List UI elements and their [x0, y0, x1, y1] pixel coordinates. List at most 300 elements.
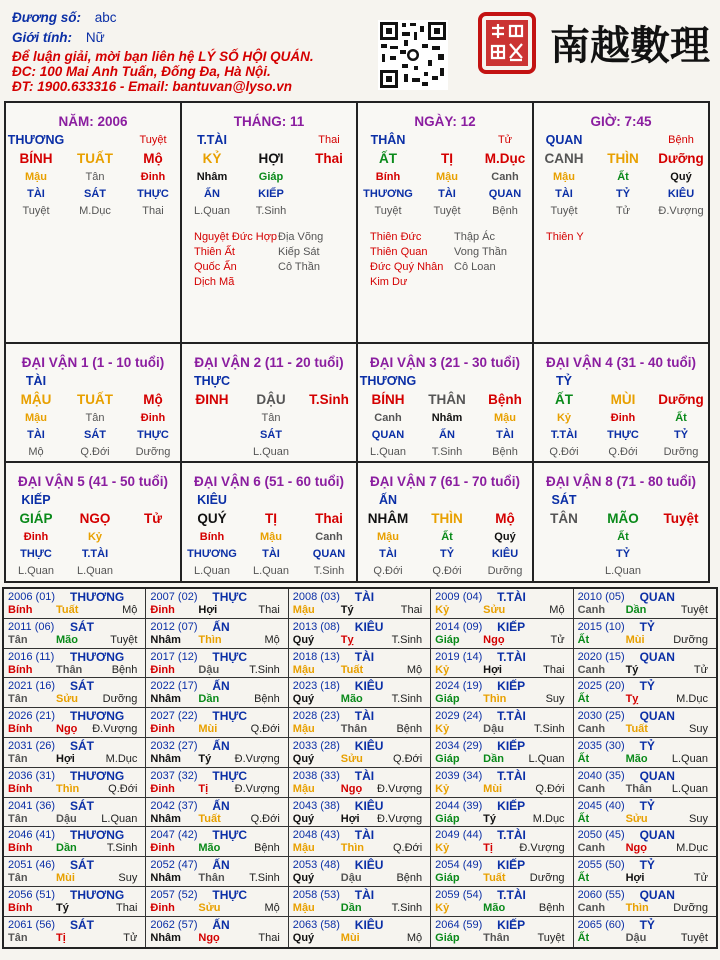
annual-phase: M.Dục [676, 842, 708, 855]
chart-box[interactable] [532, 342, 710, 463]
box-cell: TỶ [615, 548, 631, 560]
annual-branch: Sửu [483, 604, 506, 616]
box-cell: T.Sinh [431, 446, 463, 458]
annual-year: 2049 (44) [435, 829, 483, 842]
annual-year: 2064 (59) [435, 918, 483, 931]
annual-phase: L.Quan [671, 782, 708, 795]
annual-branch: Thân [198, 872, 225, 885]
annual-stem: Đinh [150, 663, 175, 676]
annual-stem: Giáp [435, 812, 460, 825]
box-cell: Kỷ [556, 412, 572, 424]
annual-phase: Tử [550, 633, 565, 646]
box-cell: TUẤT [77, 151, 113, 166]
box-cell: Tuyệt [550, 205, 578, 217]
box-title: NĂM: 2006 [58, 114, 128, 129]
chart-box[interactable] [180, 461, 358, 583]
annual-cell[interactable] [4, 798, 146, 828]
annual-cell[interactable] [289, 619, 431, 649]
annual-cell[interactable] [574, 649, 716, 679]
annual-god: TỶ [639, 679, 655, 694]
annual-cell[interactable] [431, 619, 573, 649]
annual-year: 2056 (51) [8, 888, 56, 901]
box-cell: Đinh [140, 171, 166, 183]
box-cell [594, 492, 652, 509]
annual-cell[interactable] [146, 649, 288, 679]
annual-branch: Tị [56, 931, 66, 944]
annual-cell[interactable] [574, 768, 716, 798]
star-item: Thiên Quan [370, 246, 428, 258]
box-cell: Thai [315, 511, 343, 526]
contact-line-2: ĐC: 100 Mai Anh Tuấn, Đống Đa, Hà Nội. [12, 64, 271, 79]
box-cell: THÂN [428, 392, 466, 407]
annual-cell[interactable] [146, 917, 288, 947]
qr-code-icon[interactable] [378, 20, 448, 90]
annual-year: 2037 (32) [150, 769, 198, 782]
box-cell: Q.Đới [432, 565, 462, 577]
annual-year: 2026 (21) [8, 710, 56, 723]
annual-branch: Ngọ [483, 633, 505, 646]
box-cell: M.Dục [79, 205, 111, 217]
annual-cell[interactable] [431, 589, 573, 619]
annual-cell[interactable] [146, 827, 288, 857]
annual-cell[interactable] [146, 678, 288, 708]
box-cell: Bính [199, 531, 225, 543]
annual-cell[interactable] [4, 708, 146, 738]
annual-cell[interactable] [574, 708, 716, 738]
annual-god: KIÊU [354, 679, 384, 694]
annual-cell[interactable] [574, 827, 716, 857]
box-cells [358, 373, 532, 461]
annual-stem: Quý [292, 752, 315, 765]
box-cell: Mậu [260, 531, 282, 543]
annual-branch: Dậu [483, 723, 504, 736]
box-cell: Đinh [610, 412, 636, 424]
annual-god: ẤN [212, 619, 230, 634]
annual-cell[interactable] [289, 857, 431, 887]
chart-box[interactable] [356, 101, 534, 344]
annual-cell[interactable] [574, 619, 716, 649]
annual-branch: Tuất [483, 872, 506, 885]
box-cell: TÀI [25, 374, 47, 388]
annual-cell[interactable] [431, 917, 573, 947]
box-cell: THỰC [193, 374, 231, 388]
annual-god: THƯƠNG [70, 709, 125, 724]
name-label: Đương số: [12, 10, 81, 25]
annual-god: KIÊU [354, 798, 384, 813]
box-cell: ẤT [555, 392, 573, 407]
annual-phase: T.Sinh [106, 842, 138, 855]
annual-branch: Hợi [625, 872, 645, 885]
annual-cell[interactable] [4, 857, 146, 887]
annual-god: QUAN [639, 590, 675, 604]
annual-branch: Mão [483, 901, 506, 914]
box-cells [6, 373, 180, 461]
box-cell: ẤN [439, 429, 455, 441]
box-cell [594, 373, 652, 390]
box-cell [652, 529, 710, 546]
star-item: Thiên Ất [194, 246, 235, 258]
annual-stem: Bính [8, 723, 33, 736]
annual-phase: Thai [543, 663, 565, 676]
annual-cell[interactable] [4, 738, 146, 768]
annual-year: 2006 (01) [8, 591, 56, 603]
box-cell [300, 186, 358, 203]
box-cell [534, 529, 594, 546]
annual-cell[interactable] [431, 678, 573, 708]
box-cell: TÀI [379, 548, 397, 560]
box-cell: Tuyệt [374, 205, 402, 217]
star-item: Nguyệt Đức Hợp [194, 231, 278, 243]
annual-cell[interactable] [574, 798, 716, 828]
annual-year: 2048 (43) [292, 829, 340, 842]
annual-row [4, 768, 716, 798]
annual-phase: Thai [258, 931, 280, 944]
box-cell [124, 529, 182, 546]
annual-god: KIẾP [497, 917, 526, 932]
box-cell: Mậu [25, 412, 47, 424]
chart-box[interactable] [4, 461, 182, 583]
annual-stem: Bính [8, 842, 33, 855]
annual-cell[interactable] [4, 678, 146, 708]
annual-year: 2054 (49) [435, 859, 483, 872]
box-cell: TÀI [262, 548, 280, 560]
annual-stem: Kỷ [435, 663, 450, 676]
annual-cell[interactable] [4, 887, 146, 917]
annual-branch: Thìn [340, 842, 364, 855]
annual-phase: T.Sinh [391, 901, 423, 914]
box-cell: THỰC [607, 429, 639, 441]
box-cell: Quý [494, 531, 516, 543]
annual-stem: Tân [8, 693, 28, 706]
annual-god: TỶ [639, 858, 655, 873]
box-cell: Thai [315, 151, 343, 166]
annual-cell[interactable] [289, 887, 431, 917]
annual-cell[interactable] [289, 768, 431, 798]
annual-cell[interactable] [431, 798, 573, 828]
annual-stem: Canh [577, 901, 606, 914]
annual-branch: Hợi [198, 604, 218, 616]
box-cell: CANH [544, 151, 584, 166]
annual-cell[interactable] [289, 589, 431, 619]
annual-cell[interactable] [431, 649, 573, 679]
annual-branch: Sửu [625, 812, 648, 825]
box-cell: Bệnh [488, 392, 522, 407]
box-cells [6, 132, 180, 220]
box-cell: Đ.Vượng [658, 205, 704, 217]
box-cell [124, 546, 182, 563]
annual-cell[interactable] [4, 649, 146, 679]
box-cell [476, 373, 534, 390]
chart-box[interactable] [180, 101, 358, 344]
annual-stem: Kỷ [435, 842, 450, 855]
box-cell: THÌN [607, 151, 639, 166]
annual-god: THỰC [212, 649, 248, 664]
annual-branch: Dậu [625, 931, 647, 944]
annual-phase: Mộ [406, 663, 423, 676]
annual-god: SÁT [70, 858, 94, 873]
annual-branch: Thìn [625, 901, 649, 914]
box-cell [418, 132, 476, 149]
annual-cell[interactable] [4, 619, 146, 649]
annual-cell[interactable] [431, 887, 573, 917]
annual-year: 2046 (41) [8, 829, 56, 842]
star-item: Vong Thần [454, 246, 508, 258]
annual-phase: Q.Đới [250, 723, 280, 736]
annual-stem: Mậu [292, 604, 315, 616]
star-item [630, 230, 714, 245]
annual-row [4, 887, 716, 917]
box-cell: NGỌ [79, 511, 111, 526]
annual-year: 2050 (45) [577, 829, 625, 842]
annual-stem: Mậu [292, 723, 315, 736]
box-cell: Tuyệt [663, 511, 699, 526]
annual-stem: Kỷ [435, 723, 450, 736]
box-cell: TÂN [550, 511, 578, 526]
annual-god: ẤN [212, 738, 230, 753]
annual-branch: Mùi [625, 633, 645, 646]
box-cell: Tân [85, 412, 105, 424]
annual-cell[interactable] [289, 798, 431, 828]
box-cell [300, 410, 358, 427]
annual-phase: Q.Đới [392, 842, 423, 855]
annual-cell[interactable] [431, 857, 573, 887]
chart-box[interactable] [4, 342, 182, 463]
annual-cell[interactable] [431, 827, 573, 857]
annual-cell[interactable] [146, 738, 288, 768]
annual-stem: Mậu [292, 901, 315, 914]
box-cell: HỢI [258, 151, 284, 166]
box-cell: Bệnh [492, 446, 518, 458]
annual-god: KIẾP [497, 798, 526, 813]
box-cell [66, 373, 124, 390]
annual-cell[interactable] [289, 738, 431, 768]
annual-stem: Tân [8, 872, 28, 885]
annual-branch: Sửu [198, 901, 221, 914]
annual-cell[interactable] [4, 589, 146, 619]
annual-stem: Giáp [435, 931, 460, 944]
annual-stem: Kỷ [435, 782, 450, 795]
box-cell [182, 410, 242, 427]
box-cell [300, 373, 358, 390]
annual-year: 2058 (53) [292, 888, 340, 901]
annual-cell[interactable] [574, 887, 716, 917]
box-cell: Bệnh [492, 205, 518, 217]
annual-cell[interactable] [574, 678, 716, 708]
annual-phase: Tuyệt [537, 931, 565, 944]
annual-stem: Tân [8, 752, 28, 765]
annual-cell[interactable] [289, 827, 431, 857]
box-cell: KIẾP [258, 188, 284, 200]
contact-line-3[interactable]: ĐT: 1900.633316 - Email: bantuvan@lyso.vn [12, 79, 293, 94]
star-item: Địa Võng [278, 231, 324, 243]
annual-cell[interactable] [574, 917, 716, 947]
box-cell: TỊ [265, 511, 277, 526]
box-cell: Dưỡng [658, 151, 704, 166]
annual-stem: Đinh [150, 782, 175, 795]
annual-cell[interactable] [289, 649, 431, 679]
box-cell: KIÊU [667, 188, 695, 200]
annual-cell[interactable] [146, 798, 288, 828]
annual-phase: Mộ [264, 633, 280, 646]
box-cell: THÌN [431, 511, 463, 526]
box-cell: THƯƠNG [359, 374, 417, 388]
annual-god: THỰC [212, 887, 248, 902]
annual-phase: T.Sinh [249, 872, 280, 885]
annual-god: KIẾP [497, 679, 526, 694]
star-item: Kim Dư [370, 276, 408, 288]
annual-god: TỶ [639, 619, 655, 634]
annual-year: 2012 (07) [150, 620, 198, 633]
annual-god: T.TÀI [497, 887, 526, 902]
box-cell: Mộ [28, 446, 44, 458]
annual-year: 2027 (22) [150, 710, 198, 723]
annual-cell[interactable] [431, 708, 573, 738]
annual-stem: Nhâm [150, 931, 181, 944]
annual-cell[interactable] [4, 768, 146, 798]
chart-box[interactable] [4, 101, 182, 344]
box-cell: L.Quan [76, 565, 114, 577]
box-cell: SÁT [84, 429, 106, 441]
annual-phase: T.Sinh [391, 633, 423, 646]
annual-cell[interactable] [574, 857, 716, 887]
annual-cell[interactable] [431, 768, 573, 798]
box-cell: Dưỡng [658, 392, 704, 407]
annual-phase: Suy [118, 872, 138, 885]
annual-cell[interactable] [289, 678, 431, 708]
box-cell [66, 132, 124, 149]
annual-branch: Dậu [340, 872, 362, 885]
box-cell: L.Quan [193, 205, 231, 217]
annual-branch: Tị [483, 842, 493, 855]
annual-cell[interactable] [289, 917, 431, 947]
box-cell [652, 546, 710, 563]
annual-phase: Tử [123, 931, 138, 944]
star-item: Cô Thần [278, 261, 320, 273]
box-cell [652, 492, 710, 509]
box-title: NGÀY: 12 [414, 114, 476, 129]
chart-box[interactable] [532, 101, 710, 344]
annual-cell[interactable] [289, 708, 431, 738]
annual-phase: Thai [258, 604, 280, 616]
annual-stem: Nhâm [150, 693, 181, 706]
annual-stem: Canh [577, 604, 606, 616]
annual-phase: Tử [693, 872, 708, 885]
chart-box[interactable] [356, 342, 534, 463]
annual-branch: Mùi [483, 782, 503, 795]
annual-phase: Tử [693, 663, 708, 676]
box-cell: Tử [615, 205, 631, 217]
box-cell: Bệnh [668, 134, 694, 146]
annual-cell[interactable] [146, 619, 288, 649]
annual-god: SÁT [70, 619, 94, 634]
annual-branch: Dần [483, 752, 504, 765]
annual-god: TÀI [354, 590, 375, 604]
annual-stem: Nhâm [150, 872, 181, 885]
annual-stem: Ất [577, 931, 590, 944]
annual-year: 2052 (47) [150, 859, 198, 872]
box-cell: Mậu [377, 531, 399, 543]
annual-branch: Tý [56, 901, 69, 914]
annual-year: 2007 (02) [150, 591, 198, 603]
box-cell: Mộ [143, 151, 163, 166]
annual-year: 2031 (26) [8, 739, 56, 752]
annual-cell[interactable] [574, 589, 716, 619]
annual-stem: Đinh [150, 842, 175, 855]
annual-god: ẤN [212, 679, 230, 694]
annual-stem: Ất [577, 752, 590, 765]
annual-phase: Suy [545, 693, 565, 706]
chart-box[interactable] [356, 461, 534, 583]
box-cell: MÃO [607, 511, 639, 526]
star-item: Quốc Ấn [194, 261, 237, 273]
stars-list [182, 230, 356, 290]
box-cell: TUẤT [77, 392, 113, 407]
annual-cell[interactable] [574, 738, 716, 768]
box-cell: Q.Đới [373, 565, 403, 577]
annual-year: 2017 (12) [150, 650, 198, 663]
box-cell [182, 427, 242, 444]
annual-cell[interactable] [146, 589, 288, 619]
star-item [454, 275, 538, 290]
annual-branch: Hợi [483, 663, 502, 676]
annual-year: 2030 (25) [577, 710, 625, 723]
annual-phase: Q.Đới [250, 812, 280, 825]
box-cell: TÀI [438, 188, 456, 200]
box-cell: KIÊU [491, 548, 519, 560]
box-cell [652, 563, 710, 580]
annual-year: 2040 (35) [577, 769, 625, 782]
box-cell: Canh [491, 171, 519, 183]
box-cell: Tử [497, 134, 513, 146]
chart-box[interactable] [180, 342, 358, 463]
annual-year: 2051 (46) [8, 859, 56, 872]
annual-cell[interactable] [146, 857, 288, 887]
annual-year: 2039 (34) [435, 769, 483, 782]
annual-table [2, 587, 718, 949]
box-title: THÁNG: 11 [233, 114, 305, 129]
chart-box[interactable] [532, 461, 710, 583]
annual-cell[interactable] [146, 887, 288, 917]
box-cell: T.TÀI [81, 548, 109, 560]
box-cell: ẤN [204, 188, 220, 200]
box-cell: Thai [142, 205, 164, 217]
box-cells [534, 373, 708, 461]
annual-row [4, 708, 716, 738]
annual-year: 2060 (55) [577, 888, 625, 901]
annual-branch: Tuất [625, 723, 648, 736]
box-cell: TÀI [27, 188, 45, 200]
annual-stem: Tân [8, 812, 28, 825]
annual-cell[interactable] [4, 917, 146, 947]
box-cell: THƯƠNG [7, 133, 65, 147]
annual-cell[interactable] [146, 708, 288, 738]
annual-phase: Bệnh [254, 842, 280, 855]
annual-phase: L.Quan [101, 812, 138, 825]
box-title: ĐẠI VẬN 2 (11 - 20 tuổi) [194, 355, 344, 370]
box-cell: L.Quan [369, 446, 407, 458]
box-cells [182, 132, 356, 220]
star-item: Thiên Y [546, 231, 584, 243]
annual-cell[interactable] [4, 827, 146, 857]
annual-stem: Mậu [292, 842, 315, 855]
annual-cell[interactable] [431, 738, 573, 768]
dai-van-row-1 [4, 344, 716, 463]
annual-god: KIẾP [497, 738, 526, 753]
annual-god: QUAN [639, 887, 675, 902]
annual-god: TỶ [639, 917, 655, 932]
box-cell: Nhâm [196, 171, 228, 183]
annual-cell[interactable] [146, 768, 288, 798]
